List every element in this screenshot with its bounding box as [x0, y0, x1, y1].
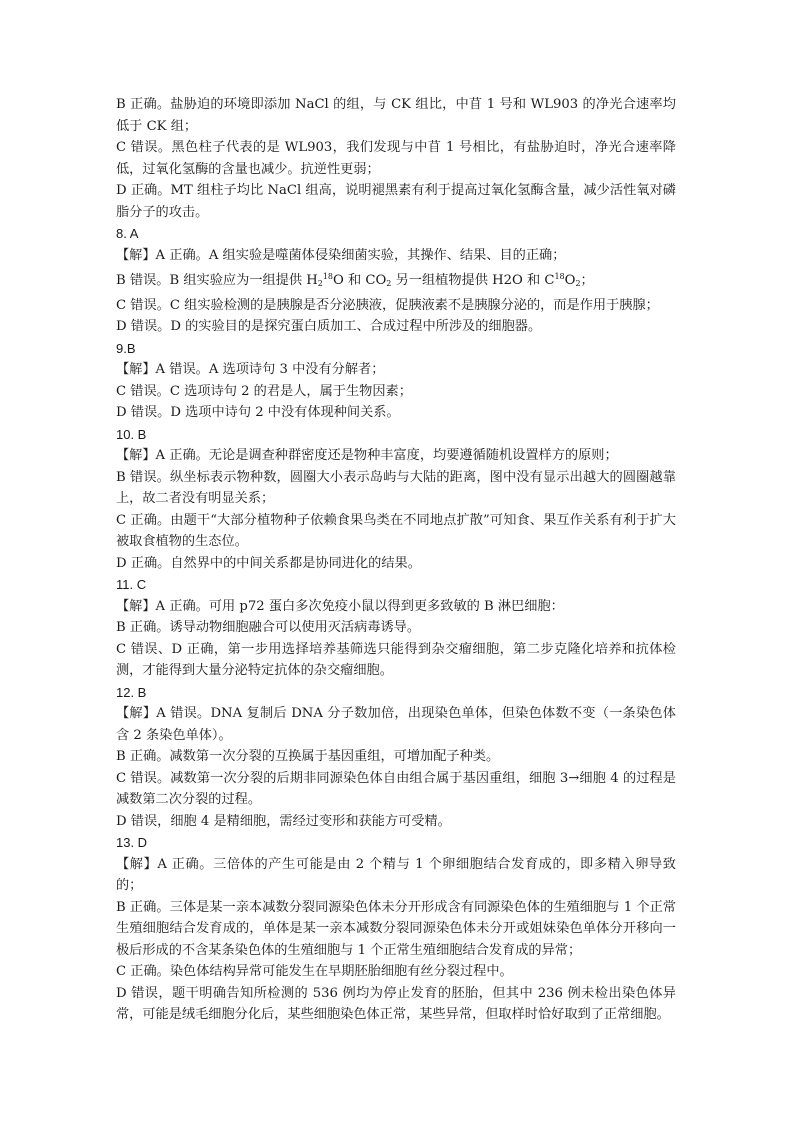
- question-number: 9.B: [116, 340, 136, 356]
- subscript: 2: [575, 279, 581, 288]
- explanation-line: C 错误。黑色柱子代表的是 WL903，我们发现与中苜 1 号相比，有盐胁迫时，净光合速率降低，过氧化氢酶的含量也减少。抗逆性更弱；: [116, 140, 676, 177]
- explanation-line: B 正确。盐胁迫的环境即添加 NaCl 的组，与 CK 组比，中苜 1 号和 WL903 的净光合速率均低于 CK 组；: [116, 97, 676, 134]
- explanation-line: 【解】A 正确。可用 p72 蛋白多次免疫小鼠以得到更多致敏的 B 淋巴细胞：: [116, 598, 564, 614]
- explanation-line: D 正确。MT 组柱子均比 NaCl 组高，说明褪黑素有利于提高过氧化氢酶含量，减少活性氧对磷脂分子的攻击。: [116, 183, 676, 220]
- explanation-line: 【解】A 错误。A 选项诗句 3 中没有分解者；: [116, 362, 385, 377]
- explanation-line: 【解】A 正确。无论是调查种群密度还是物种丰富度，均要遵循随机设置样方的原则；: [116, 448, 618, 463]
- question-number: 8. A: [116, 226, 139, 241]
- explanation-line: D 错误，细胞 4 是精细胞，需经过变形和获能方可受精。: [116, 813, 451, 829]
- text-run: O 和 CO: [333, 273, 387, 288]
- explanation-line: B 正确。减数第一次分裂的互换属于基因重组，可增加配子种类。: [116, 749, 500, 764]
- subscript: 2: [317, 279, 323, 288]
- explanation-line: C 错误。减数第一次分裂的后期非同源染色体自由组合属于基因重组，细胞 3→细胞 4 的过程是减数第二次分裂的过程。: [116, 770, 676, 807]
- question-number: 10. B: [116, 426, 147, 442]
- explanation-line: C 正确。染色体结构异常可能发生在早期胚胎细胞有丝分裂过程中。: [116, 964, 513, 979]
- explanation-line: 【解】A 正确。A 组实验是噬菌体侵染细菌实验，其操作、结果、目的正确；: [116, 247, 566, 263]
- explanation-line: C 正确。由题干“大部分植物种子依赖食果鸟类在不同地点扩散”可知食、果互作关系有利于扩大被取食植物的生态位。: [116, 512, 676, 549]
- explanation-line: B 正确。三体是某一亲本减数分裂同源染色体未分开形成含有同源染色体的生殖细胞与 1 个正常生殖细胞结合发育成的，单体是某一亲本减数分裂同源染色体未分开或姐妹染色单体分开移向一极后形成的不含某条染色体的生殖细胞与 1 个正常生殖细胞结合发育成的异常；: [116, 899, 676, 958]
- explanation-line: B 正确。诱导动物细胞融合可以使用灭活病毒诱导。: [116, 620, 421, 635]
- explanation-line: C 错误。C 组实验检测的是胰腺是否分泌胰液，促胰液素不是胰腺分泌的，而是作用于胰腺；: [116, 297, 659, 313]
- explanation-line: D 错误，题干明确告知所检测的 536 例均为停止发育的胚胎，但其中 236 例未检出染色体异常，可能是绒毛细胞分化后，某些细胞染色体正常，某些异常，但取样时恰好取到了正常细胞。: [116, 985, 676, 1022]
- explanation-line: B 错误。纵坐标表示物种数，圆圈大小表示岛屿与大陆的距离，图中没有显示出越大的圆圈越靠上，故二者没有明显关系；: [116, 469, 676, 506]
- explanation-line: [116, 266, 676, 295]
- text-run: 另一组植物提供 H2O 和 C: [391, 273, 555, 288]
- question-number: 12. B: [116, 684, 147, 700]
- question-number: 13. D: [116, 835, 148, 850]
- document-page: [116, 94, 676, 1026]
- superscript: 18: [322, 272, 333, 281]
- explanation-line: D 正确。自然界中的中间关系都是协同进化的结果。: [116, 555, 421, 571]
- subscript: 2: [386, 279, 392, 288]
- question-number: 11. C: [116, 577, 147, 592]
- explanation-line: 【解】A 错误。DNA 复制后 DNA 分子数加倍，出现染色单体，但染色体数不变（一条染色体含 2 条染色单体）。: [116, 706, 676, 743]
- explanation-line: D 错误。D 选项中诗句 2 中没有体现种间关系。: [116, 405, 400, 420]
- explanation-line: 【解】A 正确。三倍体的产生可能是由 2 个精与 1 个卵细胞结合发育成的，即多精入卵导致的；: [116, 856, 676, 893]
- text-run: ；: [580, 273, 594, 288]
- explanation-line: C 错误、D 正确，第一步用选择培养基筛选只能得到杂交瘤细胞，第二步克隆化培养和抗体检测，才能得到大量分泌特定抗体的杂交瘤细胞。: [116, 641, 676, 678]
- superscript: 18: [554, 272, 565, 281]
- explanation-line: D 错误。D 的实验目的是探究蛋白质加工、合成过程中所涉及的细胞器。: [116, 319, 542, 334]
- explanation-line: C 错误。C 选项诗句 2 的君是人，属于生物因素；: [116, 383, 412, 399]
- text-run: O: [564, 273, 576, 288]
- text-run: B 错误。B 组实验应为一组提供 H: [116, 273, 318, 288]
